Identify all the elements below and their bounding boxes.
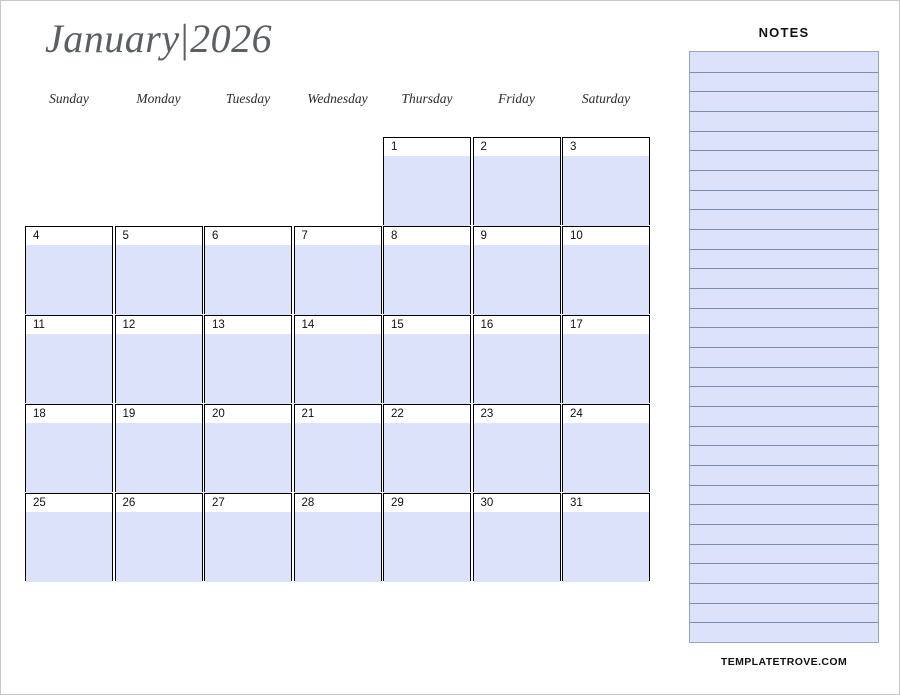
notes-rule-line <box>690 406 878 407</box>
day-write-area[interactable] <box>563 423 649 493</box>
notes-rule-line <box>690 288 878 289</box>
weekday-label-friday: Friday <box>498 91 535 106</box>
notes-rule-line <box>690 150 878 151</box>
notes-rule-line <box>690 268 878 269</box>
day-write-area[interactable] <box>384 245 470 315</box>
calendar-day-cell[interactable] <box>115 315 203 403</box>
weekday-label-thursday: Thursday <box>401 91 453 106</box>
notes-rule-line <box>690 504 878 505</box>
notes-rule-line <box>690 426 878 427</box>
day-write-area[interactable] <box>474 245 560 315</box>
calendar-day-cell[interactable] <box>294 493 382 581</box>
day-write-area[interactable] <box>384 156 470 226</box>
notes-rule-line <box>690 563 878 564</box>
day-number: 2 <box>480 141 487 153</box>
day-write-area[interactable] <box>295 512 381 582</box>
day-number: 10 <box>570 230 583 242</box>
calendar-day-cell[interactable] <box>562 315 650 403</box>
day-write-area[interactable] <box>116 245 202 315</box>
day-write-area[interactable] <box>26 512 112 582</box>
calendar-cell-empty <box>204 137 292 225</box>
notes-rule-line <box>690 72 878 73</box>
day-number: 29 <box>391 497 404 509</box>
calendar-day-cell[interactable] <box>294 404 382 492</box>
day-write-area[interactable] <box>116 423 202 493</box>
calendar-day-cell[interactable] <box>562 493 650 581</box>
calendar-day-cell[interactable] <box>383 493 471 581</box>
day-write-area[interactable] <box>26 423 112 493</box>
day-number: 22 <box>391 408 404 420</box>
weekday-label-sunday: Sunday <box>49 91 89 106</box>
day-number: 26 <box>122 497 136 509</box>
day-number: 7 <box>301 230 308 242</box>
day-write-area[interactable] <box>116 334 202 404</box>
day-write-area[interactable] <box>563 245 649 315</box>
notes-rule-line <box>690 465 878 466</box>
day-write-area[interactable] <box>26 245 112 315</box>
notes-rule-line <box>690 347 878 348</box>
day-number: 16 <box>480 319 494 331</box>
day-write-area[interactable] <box>205 245 291 315</box>
calendar-day-cell[interactable] <box>204 226 292 314</box>
notes-rule-line <box>690 131 878 132</box>
day-number: 30 <box>480 497 494 509</box>
day-write-area[interactable] <box>384 423 470 493</box>
calendar-day-cell[interactable] <box>115 404 203 492</box>
calendar-day-cell[interactable] <box>473 493 561 581</box>
day-write-area[interactable] <box>26 334 112 404</box>
title-year: 2026 <box>190 16 273 61</box>
day-number: 25 <box>33 497 46 509</box>
day-write-area[interactable] <box>295 334 381 404</box>
calendar-day-cell[interactable] <box>473 226 561 314</box>
calendar-cell-empty <box>115 137 203 225</box>
notes-rule-line <box>690 524 878 525</box>
day-number: 19 <box>122 408 136 420</box>
day-number: 3 <box>570 141 577 153</box>
day-number: 14 <box>301 319 315 331</box>
day-write-area[interactable] <box>474 423 560 493</box>
weekday-label-monday: Monday <box>136 91 181 106</box>
day-write-area[interactable] <box>295 245 381 315</box>
day-write-area[interactable] <box>205 512 291 582</box>
calendar-day-cell[interactable] <box>473 315 561 403</box>
day-write-area[interactable] <box>563 156 649 226</box>
calendar-day-cell[interactable] <box>25 226 113 314</box>
notes-rule-line <box>690 91 878 92</box>
calendar-day-cell[interactable] <box>383 404 471 492</box>
notes-rule-line <box>690 249 878 250</box>
day-number: 17 <box>570 319 583 331</box>
footer-credit: TEMPLATETROVE.COM <box>720 656 848 668</box>
calendar-day-cell[interactable] <box>562 226 650 314</box>
calendar-day-cell[interactable] <box>115 226 203 314</box>
calendar-day-cell[interactable] <box>562 404 650 492</box>
day-write-area[interactable] <box>563 334 649 404</box>
calendar-day-cell[interactable] <box>204 404 292 492</box>
calendar-day-cell[interactable] <box>473 404 561 492</box>
day-write-area[interactable] <box>205 423 291 493</box>
page-title <box>45 15 272 62</box>
calendar-day-cell[interactable] <box>204 315 292 403</box>
day-number: 12 <box>122 319 136 331</box>
title-separator: | <box>180 16 190 61</box>
day-number: 8 <box>391 230 398 242</box>
notes-rule-line <box>690 327 878 328</box>
day-write-area[interactable] <box>384 334 470 404</box>
notes-rule-line <box>690 386 878 387</box>
calendar-day-cell[interactable] <box>383 315 471 403</box>
calendar-day-cell[interactable] <box>294 315 382 403</box>
weekday-label-saturday: Saturday <box>581 91 631 106</box>
calendar-day-cell[interactable] <box>25 404 113 492</box>
day-number: 20 <box>212 408 225 420</box>
title-month: January <box>45 16 180 61</box>
calendar-day-cell[interactable] <box>294 226 382 314</box>
day-number: 24 <box>570 408 583 420</box>
notes-heading: NOTES <box>758 25 810 40</box>
notes-rule-line <box>690 209 878 210</box>
calendar-day-cell[interactable] <box>383 137 471 225</box>
day-number: 1 <box>391 141 398 153</box>
day-write-area[interactable] <box>384 512 470 582</box>
day-number: 9 <box>480 230 487 242</box>
calendar-cell-empty <box>25 137 113 225</box>
notes-rule-line <box>690 583 878 584</box>
day-number: 4 <box>33 230 40 242</box>
notes-rule-line <box>690 622 878 623</box>
weekday-label-wednesday: Wednesday <box>307 91 368 106</box>
notes-rule-line <box>690 544 878 545</box>
notes-rule-line <box>690 111 878 112</box>
day-number: 21 <box>301 408 315 420</box>
notes-rule-line <box>690 308 878 309</box>
notes-area[interactable] <box>689 51 879 643</box>
day-number: 31 <box>570 497 583 509</box>
calendar-day-cell[interactable] <box>25 493 113 581</box>
calendar-day-cell[interactable] <box>115 493 203 581</box>
day-write-area[interactable] <box>474 156 560 226</box>
day-write-area[interactable] <box>295 423 381 493</box>
calendar-day-cell[interactable] <box>473 137 561 225</box>
day-number: 13 <box>212 319 225 331</box>
notes-rule-line <box>690 190 878 191</box>
notes-rule-line <box>690 170 878 171</box>
calendar-grid <box>25 137 653 581</box>
weekday-header-row <box>25 91 653 113</box>
day-write-area[interactable] <box>116 512 202 582</box>
notes-rule-line <box>690 229 878 230</box>
notes-rule-line <box>690 445 878 446</box>
calendar-day-cell[interactable] <box>25 315 113 403</box>
day-number: 27 <box>212 497 225 509</box>
day-number: 11 <box>33 319 45 331</box>
notes-rule-line <box>690 485 878 486</box>
day-number: 5 <box>122 230 129 242</box>
notes-rule-line <box>690 367 878 368</box>
day-write-area[interactable] <box>474 334 560 404</box>
day-write-area[interactable] <box>563 512 649 582</box>
day-write-area[interactable] <box>474 512 560 582</box>
calendar-cell-empty <box>294 137 382 225</box>
calendar-day-cell[interactable] <box>383 226 471 314</box>
calendar-day-cell[interactable] <box>562 137 650 225</box>
day-write-area[interactable] <box>205 334 291 404</box>
day-number: 18 <box>33 408 46 420</box>
weekday-label-tuesday: Tuesday <box>225 91 271 106</box>
day-number: 15 <box>391 319 404 331</box>
notes-rule-line <box>690 603 878 604</box>
day-number: 28 <box>301 497 315 509</box>
day-number: 23 <box>480 408 494 420</box>
day-number: 6 <box>212 230 219 242</box>
calendar-day-cell[interactable] <box>204 493 292 581</box>
